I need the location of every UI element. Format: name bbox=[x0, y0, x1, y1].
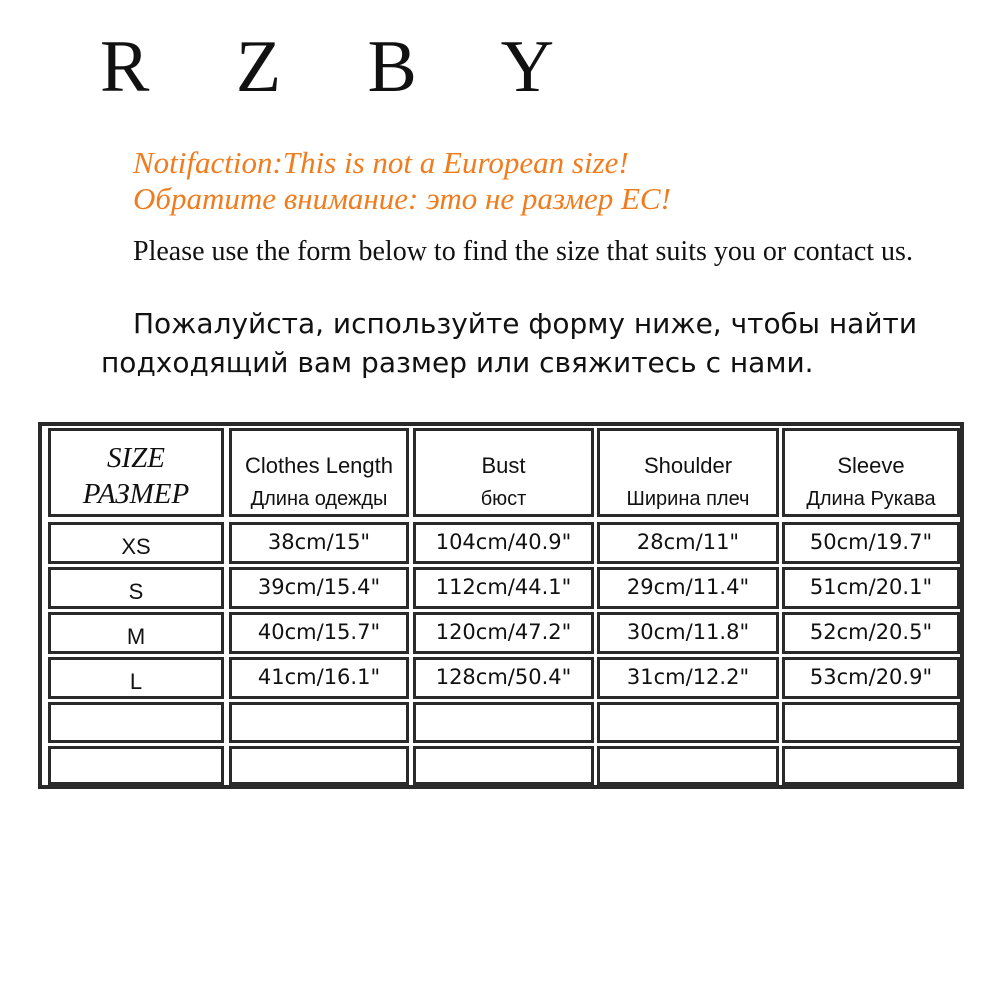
table-cell bbox=[413, 746, 594, 785]
size-label: L bbox=[129, 669, 143, 694]
column-header-ru: Ширина плеч bbox=[626, 488, 750, 510]
column-header-bust bbox=[413, 428, 594, 517]
size-header-cell bbox=[48, 428, 224, 517]
table-cell bbox=[229, 702, 409, 743]
table-cell bbox=[597, 702, 779, 743]
table-cell bbox=[782, 657, 960, 699]
cell-value: 39cm/15.4" bbox=[257, 575, 381, 599]
size-cell bbox=[48, 612, 224, 654]
cell-value: 53cm/20.9" bbox=[809, 665, 933, 689]
instructions-english: Please use the form below to find the size that suits you or contact us. bbox=[133, 236, 913, 267]
size-cell bbox=[48, 522, 224, 564]
table-cell bbox=[782, 567, 960, 609]
table-cell bbox=[413, 567, 594, 609]
table-cell bbox=[229, 746, 409, 785]
table-cell bbox=[597, 522, 779, 564]
instructions-russian: Пожалуйста, используйте форму ниже, чтобы найти подходящий вам размер или свяжитесь с нами. bbox=[101, 307, 918, 379]
cell-value: 128cm/50.4" bbox=[435, 665, 572, 689]
cell-value: 29cm/11.4" bbox=[626, 575, 750, 599]
size-table bbox=[38, 422, 964, 789]
column-header-ru: Длина Рукава bbox=[806, 488, 936, 510]
column-header-shoulder bbox=[597, 428, 779, 517]
table-cell bbox=[782, 702, 960, 743]
cell-value: 50cm/19.7" bbox=[809, 530, 933, 554]
table-cell bbox=[782, 746, 960, 785]
cell-value: 31cm/12.2" bbox=[626, 665, 750, 689]
size-label: XS bbox=[121, 534, 151, 559]
table-cell bbox=[229, 522, 409, 564]
table-cell bbox=[597, 746, 779, 785]
table-cell bbox=[597, 567, 779, 609]
cell-value: 40cm/15.7" bbox=[257, 620, 381, 644]
table-cell bbox=[229, 657, 409, 699]
cell-value: 41cm/16.1" bbox=[257, 665, 381, 689]
column-header-en: Bust bbox=[481, 453, 526, 478]
table-cell bbox=[597, 612, 779, 654]
column-header-en: Sleeve bbox=[837, 453, 905, 478]
size-label: M bbox=[126, 624, 146, 649]
table-cell bbox=[413, 522, 594, 564]
cell-value: 30cm/11.8" bbox=[626, 620, 750, 644]
notice-english: Notifaction:This is not a European size! bbox=[133, 145, 629, 180]
column-header-en: Shoulder bbox=[643, 453, 733, 478]
column-header-sleeve bbox=[782, 428, 960, 517]
cell-value: 104cm/40.9" bbox=[435, 530, 572, 554]
size-header-ru: РАЗМЕР bbox=[82, 478, 190, 510]
table-cell bbox=[413, 612, 594, 654]
column-header-clothes-length bbox=[229, 428, 409, 517]
cell-value: 38cm/15" bbox=[267, 530, 371, 554]
size-cell bbox=[48, 657, 224, 699]
cell-value: 52cm/20.5" bbox=[809, 620, 933, 644]
size-label: S bbox=[128, 579, 144, 604]
size-header-en: SIZE bbox=[107, 442, 165, 474]
table-cell bbox=[413, 702, 594, 743]
brand-logo: R Z B Y bbox=[100, 26, 589, 108]
notice-russian: Обратите внимание: это не размер ЕС! bbox=[133, 181, 671, 216]
table-cell bbox=[782, 612, 960, 654]
table-cell bbox=[782, 522, 960, 564]
column-header-en: Clothes Length bbox=[245, 453, 393, 478]
table-cell bbox=[413, 657, 594, 699]
cell-value: 28cm/11" bbox=[636, 530, 740, 554]
cell-value: 120cm/47.2" bbox=[435, 620, 572, 644]
size-cell bbox=[48, 746, 224, 785]
cell-value: 51cm/20.1" bbox=[809, 575, 933, 599]
cell-value: 112cm/44.1" bbox=[435, 575, 572, 599]
size-cell bbox=[48, 702, 224, 743]
table-cell bbox=[229, 612, 409, 654]
column-header-ru: бюст bbox=[480, 488, 527, 510]
size-cell bbox=[48, 567, 224, 609]
table-cell bbox=[229, 567, 409, 609]
column-header-ru: Длина одежды bbox=[250, 488, 388, 510]
table-cell bbox=[597, 657, 779, 699]
